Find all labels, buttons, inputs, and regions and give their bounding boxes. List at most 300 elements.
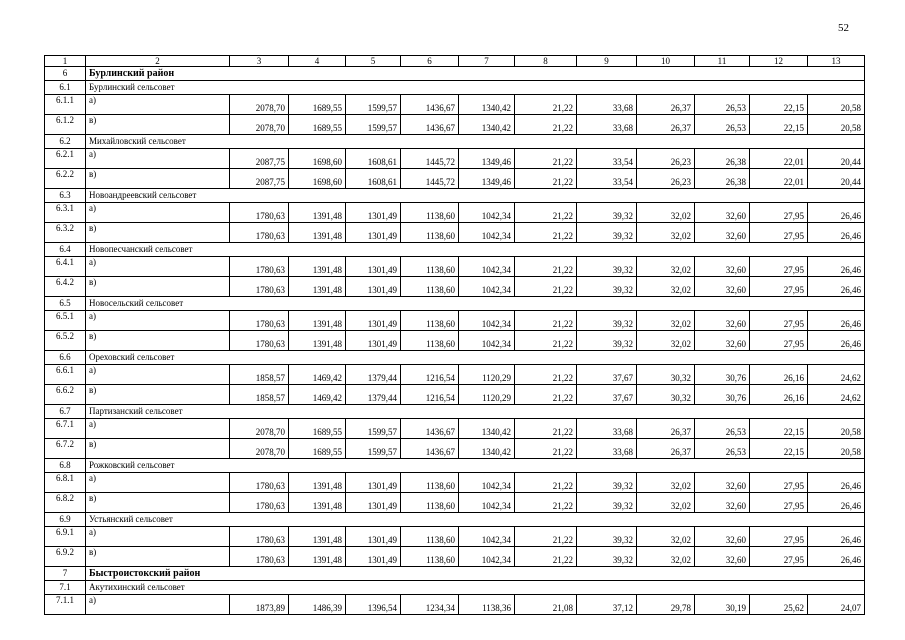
value-cell: 1042,34 (459, 277, 515, 297)
value-cell: 1608,61 (346, 149, 401, 169)
value-cell: 1042,34 (459, 311, 515, 331)
value-cell: 26,53 (695, 115, 750, 135)
value-cell: 1301,49 (346, 203, 401, 223)
value-cell: 1138,60 (401, 277, 459, 297)
value-cell: 2078,70 (230, 115, 289, 135)
value-cell: 1599,57 (346, 419, 401, 439)
table-row (45, 493, 865, 513)
column-number: 4 (289, 56, 346, 67)
value-cell: 1216,54 (401, 365, 459, 385)
value-cell: 33,68 (577, 95, 637, 115)
value-cell: 26,37 (637, 95, 695, 115)
row-code: 6.1 (45, 81, 86, 95)
value-cell: 1042,34 (459, 527, 515, 547)
column-number: 3 (230, 56, 289, 67)
section-row (45, 135, 865, 149)
row-code: 6.6.2 (45, 385, 86, 405)
column-number: 11 (695, 56, 750, 67)
value-cell: 1138,60 (401, 311, 459, 331)
value-cell: 1349,46 (459, 169, 515, 189)
value-cell: 21,22 (515, 331, 577, 351)
table-row (45, 331, 865, 351)
value-cell: 1391,48 (289, 223, 346, 243)
table-row (45, 419, 865, 439)
value-cell: 32,02 (637, 311, 695, 331)
row-label: а) (86, 203, 230, 223)
value-cell: 2078,70 (230, 419, 289, 439)
value-cell: 1391,48 (289, 203, 346, 223)
value-cell: 27,95 (750, 493, 808, 513)
value-cell: 30,76 (695, 385, 750, 405)
table-row (45, 311, 865, 331)
value-cell: 20,44 (808, 149, 865, 169)
value-cell: 21,22 (515, 257, 577, 277)
value-cell: 1780,63 (230, 203, 289, 223)
value-cell: 24,07 (808, 595, 865, 615)
value-cell: 26,53 (695, 95, 750, 115)
value-cell: 1608,61 (346, 169, 401, 189)
header-row (45, 56, 865, 67)
value-cell: 1340,42 (459, 439, 515, 459)
section-row (45, 297, 865, 311)
section-row (45, 405, 865, 419)
section-name: Акутихинский сельсовет (86, 581, 865, 595)
section-row (45, 351, 865, 365)
value-cell: 24,62 (808, 365, 865, 385)
value-cell: 1120,29 (459, 365, 515, 385)
value-cell: 26,46 (808, 311, 865, 331)
value-cell: 1445,72 (401, 149, 459, 169)
value-cell: 1138,60 (401, 203, 459, 223)
value-cell: 26,23 (637, 149, 695, 169)
value-cell: 1391,48 (289, 331, 346, 351)
value-cell: 1391,48 (289, 277, 346, 297)
row-code: 6.1.2 (45, 115, 86, 135)
value-cell: 2087,75 (230, 149, 289, 169)
value-cell: 1138,60 (401, 473, 459, 493)
value-cell: 21,22 (515, 203, 577, 223)
value-cell: 1042,34 (459, 473, 515, 493)
value-cell: 1042,34 (459, 547, 515, 567)
row-code: 7.1.1 (45, 595, 86, 615)
value-cell: 33,68 (577, 419, 637, 439)
value-cell: 1138,60 (401, 493, 459, 513)
value-cell: 39,32 (577, 203, 637, 223)
value-cell: 1391,48 (289, 473, 346, 493)
section-row (45, 243, 865, 257)
value-cell: 32,60 (695, 277, 750, 297)
row-code: 6.6.1 (45, 365, 86, 385)
value-cell: 32,60 (695, 311, 750, 331)
value-cell: 21,22 (515, 419, 577, 439)
row-code: 7.1 (45, 581, 86, 595)
value-cell: 1349,46 (459, 149, 515, 169)
value-cell: 26,46 (808, 331, 865, 351)
value-cell: 26,46 (808, 527, 865, 547)
table-row (45, 365, 865, 385)
value-cell: 2087,75 (230, 169, 289, 189)
value-cell: 1858,57 (230, 365, 289, 385)
value-cell: 1780,63 (230, 277, 289, 297)
value-cell: 1216,54 (401, 385, 459, 405)
value-cell: 1486,39 (289, 595, 346, 615)
section-name: Бурлинский сельсовет (86, 81, 865, 95)
value-cell: 21,22 (515, 223, 577, 243)
column-number: 12 (750, 56, 808, 67)
section-name: Рожковский сельсовет (86, 459, 865, 473)
section-row (45, 81, 865, 95)
value-cell: 32,02 (637, 203, 695, 223)
table-row (45, 473, 865, 493)
column-number: 10 (637, 56, 695, 67)
value-cell: 27,95 (750, 527, 808, 547)
value-cell: 26,38 (695, 169, 750, 189)
row-code: 6.6 (45, 351, 86, 365)
value-cell: 21,22 (515, 115, 577, 135)
value-cell: 39,32 (577, 331, 637, 351)
row-label: а) (86, 595, 230, 615)
value-cell: 30,32 (637, 365, 695, 385)
row-label: в) (86, 331, 230, 351)
value-cell: 1379,44 (346, 385, 401, 405)
value-cell: 1042,34 (459, 223, 515, 243)
value-cell: 20,58 (808, 95, 865, 115)
district-row (45, 67, 865, 81)
tariff-table (44, 55, 865, 615)
value-cell: 21,22 (515, 493, 577, 513)
section-name: Новосельский сельсовет (86, 297, 865, 311)
value-cell: 32,02 (637, 547, 695, 567)
page-number: 52 (838, 22, 849, 34)
value-cell: 39,32 (577, 311, 637, 331)
column-number: 1 (45, 56, 86, 67)
value-cell: 39,32 (577, 257, 637, 277)
value-cell: 27,95 (750, 311, 808, 331)
column-number: 5 (346, 56, 401, 67)
value-cell: 32,60 (695, 473, 750, 493)
table-row (45, 149, 865, 169)
value-cell: 1391,48 (289, 257, 346, 277)
value-cell: 32,02 (637, 257, 695, 277)
value-cell: 29,78 (637, 595, 695, 615)
row-code: 6.9.1 (45, 527, 86, 547)
row-code: 6.5.1 (45, 311, 86, 331)
row-code: 6.2.2 (45, 169, 86, 189)
value-cell: 1780,63 (230, 257, 289, 277)
value-cell: 20,44 (808, 169, 865, 189)
value-cell: 32,60 (695, 223, 750, 243)
value-cell: 1301,49 (346, 547, 401, 567)
row-code: 6.4.2 (45, 277, 86, 297)
value-cell: 1599,57 (346, 95, 401, 115)
value-cell: 21,22 (515, 547, 577, 567)
row-code: 6.9.2 (45, 547, 86, 567)
value-cell: 26,23 (637, 169, 695, 189)
value-cell: 26,46 (808, 257, 865, 277)
value-cell: 26,46 (808, 223, 865, 243)
value-cell: 22,01 (750, 169, 808, 189)
value-cell: 26,53 (695, 419, 750, 439)
value-cell: 21,22 (515, 385, 577, 405)
row-code: 6.3.2 (45, 223, 86, 243)
value-cell: 32,60 (695, 331, 750, 351)
value-cell: 1689,55 (289, 419, 346, 439)
row-code: 7 (45, 567, 86, 581)
value-cell: 1780,63 (230, 223, 289, 243)
row-label: а) (86, 473, 230, 493)
value-cell: 1780,63 (230, 493, 289, 513)
table-row (45, 439, 865, 459)
value-cell: 30,32 (637, 385, 695, 405)
section-name: Новоандреевский сельсовет (86, 189, 865, 203)
value-cell: 1138,60 (401, 547, 459, 567)
section-row (45, 581, 865, 595)
row-label: а) (86, 419, 230, 439)
value-cell: 33,54 (577, 149, 637, 169)
value-cell: 1138,60 (401, 257, 459, 277)
value-cell: 1689,55 (289, 439, 346, 459)
row-code: 6.5.2 (45, 331, 86, 351)
value-cell: 22,15 (750, 439, 808, 459)
value-cell: 1138,60 (401, 331, 459, 351)
value-cell: 32,60 (695, 203, 750, 223)
value-cell: 1340,42 (459, 419, 515, 439)
value-cell: 21,22 (515, 95, 577, 115)
value-cell: 27,95 (750, 223, 808, 243)
table-row (45, 385, 865, 405)
value-cell: 26,46 (808, 203, 865, 223)
value-cell: 21,22 (515, 311, 577, 331)
value-cell: 39,32 (577, 223, 637, 243)
row-code: 6 (45, 67, 86, 81)
value-cell: 30,19 (695, 595, 750, 615)
row-code: 6.7.1 (45, 419, 86, 439)
column-number: 7 (459, 56, 515, 67)
value-cell: 1436,67 (401, 95, 459, 115)
section-row (45, 189, 865, 203)
value-cell: 32,60 (695, 547, 750, 567)
value-cell: 39,32 (577, 473, 637, 493)
value-cell: 1436,67 (401, 115, 459, 135)
row-label: а) (86, 311, 230, 331)
section-row (45, 459, 865, 473)
value-cell: 33,68 (577, 115, 637, 135)
row-code: 6.7 (45, 405, 86, 419)
column-number: 13 (808, 56, 865, 67)
row-label: в) (86, 223, 230, 243)
value-cell: 32,02 (637, 223, 695, 243)
table-row (45, 95, 865, 115)
row-label: в) (86, 385, 230, 405)
value-cell: 1301,49 (346, 223, 401, 243)
row-code: 6.7.2 (45, 439, 86, 459)
value-cell: 37,12 (577, 595, 637, 615)
value-cell: 32,02 (637, 527, 695, 547)
value-cell: 1042,34 (459, 493, 515, 513)
value-cell: 26,38 (695, 149, 750, 169)
row-code: 6.3.1 (45, 203, 86, 223)
value-cell: 1873,89 (230, 595, 289, 615)
value-cell: 22,15 (750, 419, 808, 439)
value-cell: 32,02 (637, 331, 695, 351)
value-cell: 1698,60 (289, 169, 346, 189)
value-cell: 20,58 (808, 115, 865, 135)
value-cell: 25,62 (750, 595, 808, 615)
column-number: 8 (515, 56, 577, 67)
row-label: в) (86, 439, 230, 459)
value-cell: 21,22 (515, 527, 577, 547)
district-row (45, 567, 865, 581)
section-name: Михайловский сельсовет (86, 135, 865, 149)
value-cell: 1138,60 (401, 527, 459, 547)
row-label: в) (86, 493, 230, 513)
row-code: 6.2.1 (45, 149, 86, 169)
table-row (45, 527, 865, 547)
table-row (45, 257, 865, 277)
value-cell: 39,32 (577, 547, 637, 567)
value-cell: 26,53 (695, 439, 750, 459)
table-row (45, 203, 865, 223)
value-cell: 2078,70 (230, 439, 289, 459)
value-cell: 1780,63 (230, 527, 289, 547)
value-cell: 1301,49 (346, 311, 401, 331)
value-cell: 1301,49 (346, 331, 401, 351)
value-cell: 21,22 (515, 149, 577, 169)
value-cell: 1042,34 (459, 203, 515, 223)
row-code: 6.9 (45, 513, 86, 527)
value-cell: 21,22 (515, 169, 577, 189)
value-cell: 26,37 (637, 439, 695, 459)
value-cell: 27,95 (750, 473, 808, 493)
value-cell: 1599,57 (346, 439, 401, 459)
value-cell: 30,76 (695, 365, 750, 385)
value-cell: 26,16 (750, 385, 808, 405)
row-code: 6.3 (45, 189, 86, 203)
value-cell: 21,22 (515, 473, 577, 493)
value-cell: 39,32 (577, 527, 637, 547)
value-cell: 1396,54 (346, 595, 401, 615)
value-cell: 1042,34 (459, 331, 515, 351)
value-cell: 1858,57 (230, 385, 289, 405)
value-cell: 1469,42 (289, 385, 346, 405)
value-cell: 27,95 (750, 547, 808, 567)
table-row (45, 115, 865, 135)
value-cell: 1780,63 (230, 331, 289, 351)
section-name: Ореховский сельсовет (86, 351, 865, 365)
value-cell: 1599,57 (346, 115, 401, 135)
value-cell: 39,32 (577, 277, 637, 297)
row-code: 6.2 (45, 135, 86, 149)
value-cell: 1469,42 (289, 365, 346, 385)
district-name: Бурлинский район (86, 67, 865, 81)
value-cell: 32,60 (695, 493, 750, 513)
value-cell: 21,08 (515, 595, 577, 615)
value-cell: 26,37 (637, 419, 695, 439)
value-cell: 26,46 (808, 547, 865, 567)
row-label: а) (86, 365, 230, 385)
value-cell: 26,46 (808, 493, 865, 513)
value-cell: 1780,63 (230, 547, 289, 567)
value-cell: 1780,63 (230, 473, 289, 493)
section-row (45, 513, 865, 527)
value-cell: 1391,48 (289, 547, 346, 567)
value-cell: 1340,42 (459, 95, 515, 115)
value-cell: 26,46 (808, 473, 865, 493)
value-cell: 22,15 (750, 95, 808, 115)
row-label: а) (86, 95, 230, 115)
section-name: Устьянский сельсовет (86, 513, 865, 527)
value-cell: 20,58 (808, 439, 865, 459)
value-cell: 2078,70 (230, 95, 289, 115)
value-cell: 39,32 (577, 493, 637, 513)
value-cell: 21,22 (515, 365, 577, 385)
row-label: в) (86, 115, 230, 135)
value-cell: 1138,36 (459, 595, 515, 615)
value-cell: 27,95 (750, 331, 808, 351)
value-cell: 1340,42 (459, 115, 515, 135)
section-name: Партизанский сельсовет (86, 405, 865, 419)
row-label: в) (86, 169, 230, 189)
row-code: 6.1.1 (45, 95, 86, 115)
value-cell: 1436,67 (401, 439, 459, 459)
district-name: Быстроистокский район (86, 567, 865, 581)
value-cell: 21,22 (515, 277, 577, 297)
section-name: Новопесчанский сельсовет (86, 243, 865, 257)
table-row (45, 277, 865, 297)
value-cell: 1301,49 (346, 493, 401, 513)
value-cell: 32,60 (695, 527, 750, 547)
row-code: 6.4 (45, 243, 86, 257)
value-cell: 1391,48 (289, 311, 346, 331)
value-cell: 32,02 (637, 493, 695, 513)
row-code: 6.5 (45, 297, 86, 311)
table-row (45, 595, 865, 615)
value-cell: 1301,49 (346, 277, 401, 297)
column-number: 2 (86, 56, 230, 67)
column-number: 6 (401, 56, 459, 67)
row-label: в) (86, 547, 230, 567)
value-cell: 1689,55 (289, 115, 346, 135)
value-cell: 32,02 (637, 473, 695, 493)
value-cell: 33,54 (577, 169, 637, 189)
value-cell: 1120,29 (459, 385, 515, 405)
table-row (45, 223, 865, 243)
value-cell: 27,95 (750, 277, 808, 297)
value-cell: 1234,34 (401, 595, 459, 615)
value-cell: 37,67 (577, 385, 637, 405)
value-cell: 1698,60 (289, 149, 346, 169)
value-cell: 20,58 (808, 419, 865, 439)
value-cell: 32,60 (695, 257, 750, 277)
value-cell: 1445,72 (401, 169, 459, 189)
row-code: 6.4.1 (45, 257, 86, 277)
row-label: а) (86, 149, 230, 169)
row-label: в) (86, 277, 230, 297)
value-cell: 1780,63 (230, 311, 289, 331)
value-cell: 1301,49 (346, 473, 401, 493)
value-cell: 22,01 (750, 149, 808, 169)
value-cell: 1391,48 (289, 493, 346, 513)
value-cell: 1689,55 (289, 95, 346, 115)
value-cell: 1379,44 (346, 365, 401, 385)
value-cell: 27,95 (750, 257, 808, 277)
value-cell: 22,15 (750, 115, 808, 135)
value-cell: 33,68 (577, 439, 637, 459)
row-label: а) (86, 257, 230, 277)
row-code: 6.8.1 (45, 473, 86, 493)
value-cell: 21,22 (515, 439, 577, 459)
value-cell: 1138,60 (401, 223, 459, 243)
